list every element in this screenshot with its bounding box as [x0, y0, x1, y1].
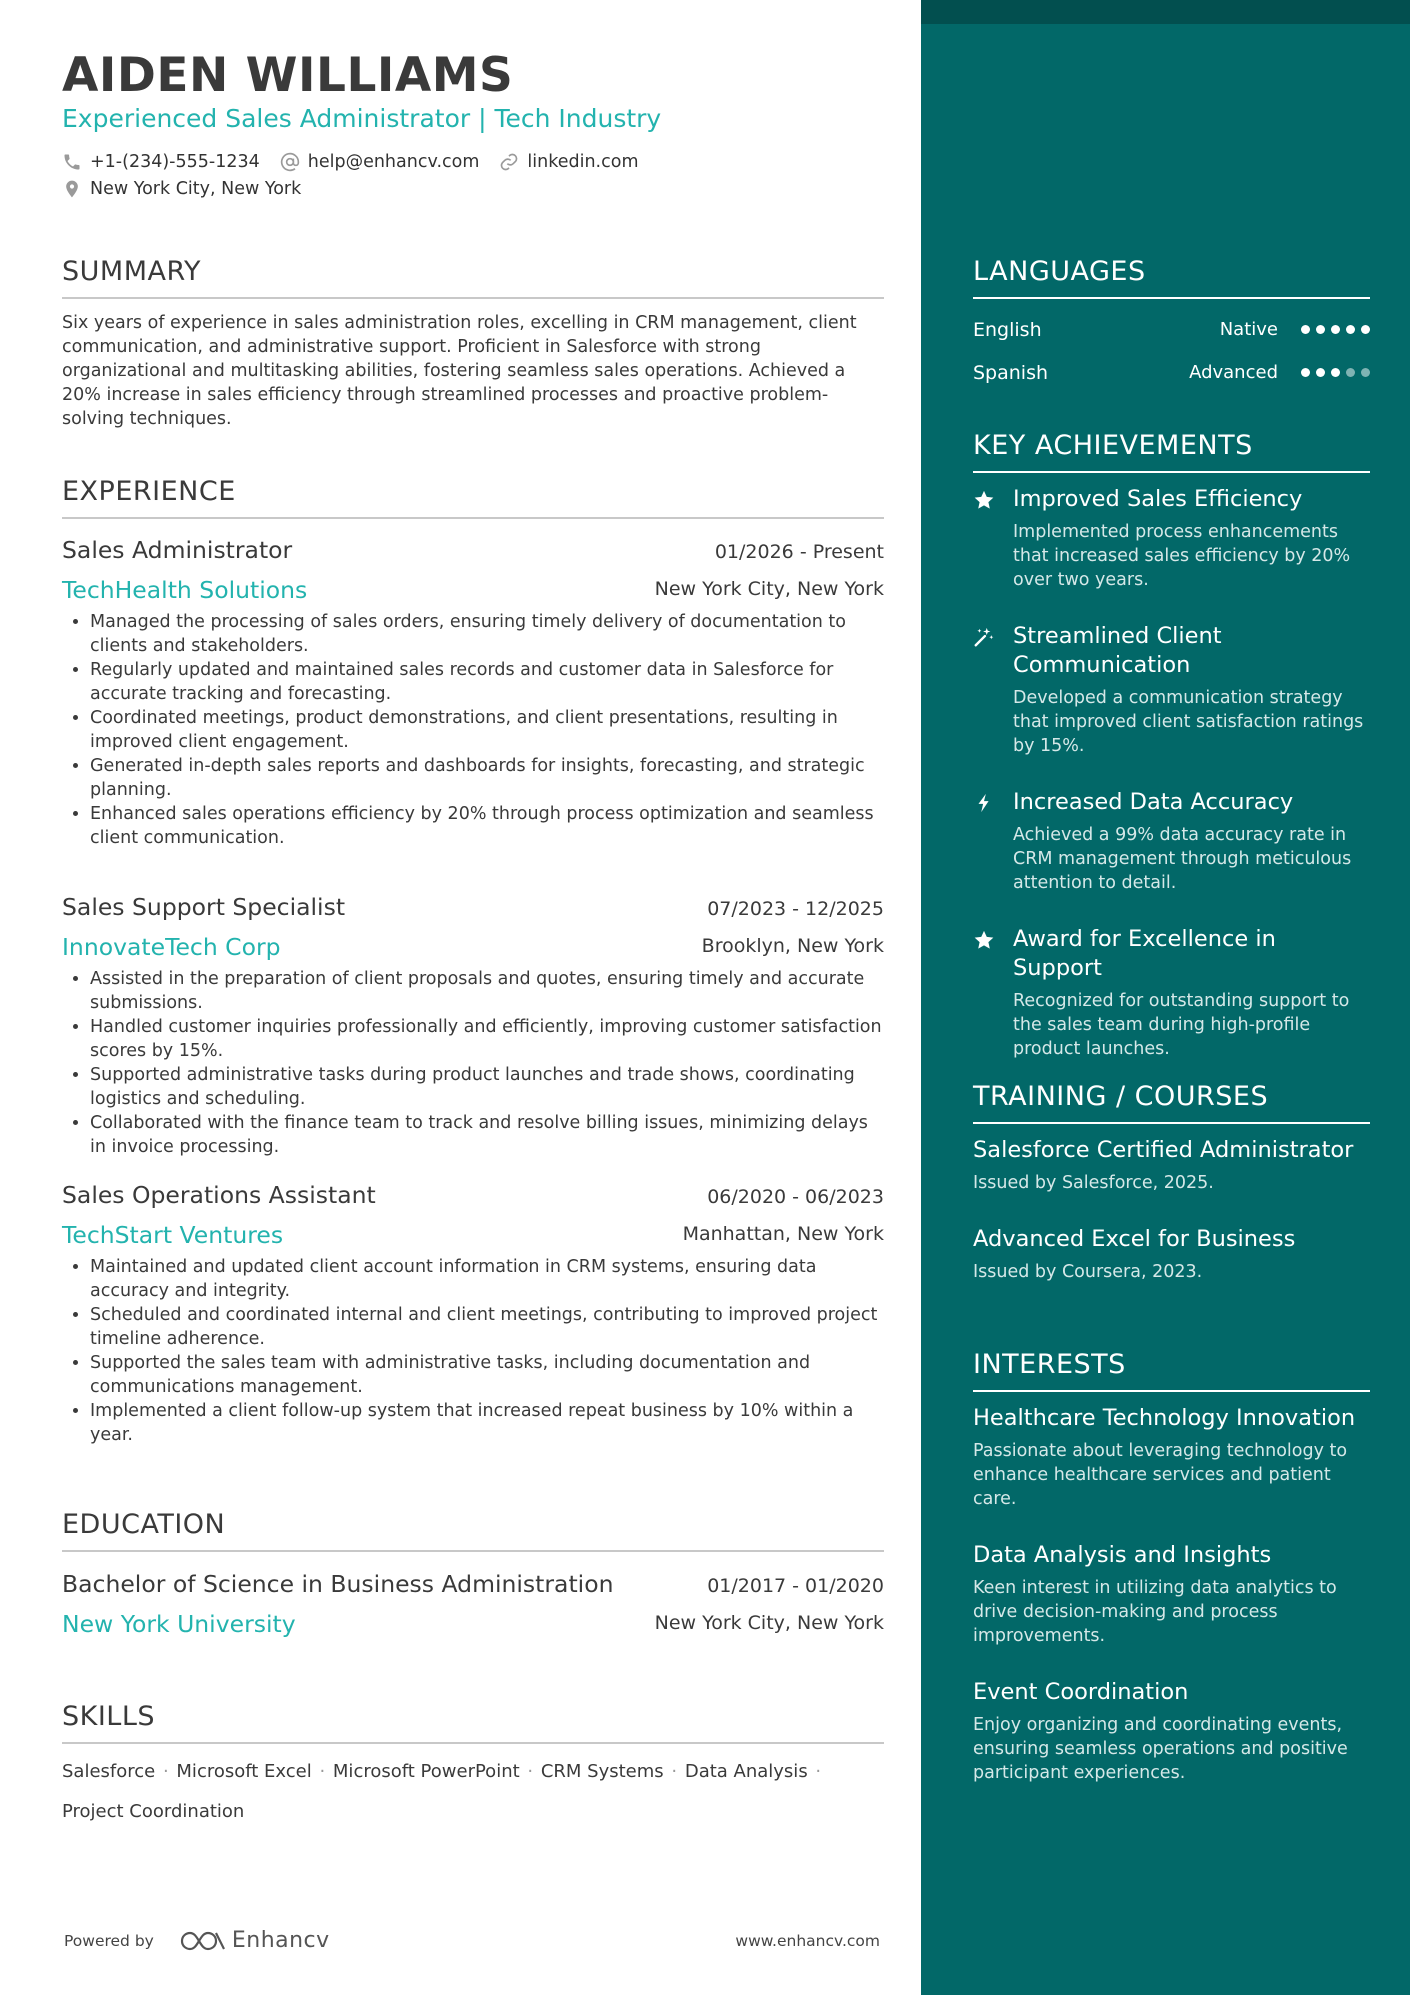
course-title: Advanced Excel for Business: [973, 1226, 1296, 1252]
job-title: Sales Support Specialist: [62, 893, 346, 921]
job-entry: [62, 893, 884, 1159]
footer-website[interactable]: www.enhancv.com: [735, 1931, 880, 1950]
interest-item: [973, 1678, 1370, 1785]
phone-text: +1-(234)-555-1234: [90, 152, 260, 172]
achievement-desc: Developed a communication strategy that improved client satisfaction ratings by 15%.: [1013, 688, 1364, 756]
enhancv-logo-text: Enhancv: [231, 1928, 330, 1953]
list-item: • Supported the sales team with administrative tasks, including documentation and communications management.: [90, 1351, 884, 1399]
achievement-item: [973, 925, 1370, 1061]
star-icon: [973, 489, 995, 511]
list-item: • Enhanced sales operations efficiency by 20% through process optimization and seamless client communication.: [90, 802, 884, 850]
skill-item: CRM Systems: [540, 1761, 664, 1782]
candidate-title: Experienced Sales Administrator | Tech Industry: [62, 104, 662, 133]
candidate-name: AIDEN WILLIAMS: [62, 48, 514, 103]
job-entry: [62, 536, 884, 850]
interest-desc: Passionate about leveraging technology to enhance healthcare services and patient care.: [973, 1441, 1348, 1509]
language-rating: [1295, 368, 1370, 377]
rating-dot: [1301, 325, 1310, 334]
education-dates: 01/2017 - 01/2020: [707, 1575, 884, 1597]
list-item: • Assisted in the preparation of client proposals and quotes, ensuring timely and accurate submissions.: [90, 967, 884, 1015]
sidebar-top-bar: [921, 0, 1410, 24]
language-name: English: [973, 318, 1042, 341]
degree-title: Bachelor of Science in Business Administration: [62, 1570, 614, 1598]
phone-icon: [62, 152, 82, 172]
location-text: New York City, New York: [90, 179, 302, 199]
rating-dot: [1361, 368, 1370, 377]
interests-section: [973, 1349, 1370, 1785]
powered-by: [64, 1928, 330, 1953]
job-company: TechStart Ventures: [62, 1221, 284, 1249]
rating-dot: [1331, 368, 1340, 377]
contact-email[interactable]: [280, 152, 480, 172]
summary-heading: SUMMARY: [62, 256, 884, 299]
magic-wand-icon: [973, 626, 995, 648]
experience-heading: EXPERIENCE: [62, 476, 884, 519]
school-name: New York University: [62, 1610, 296, 1638]
at-sign-icon: [280, 152, 300, 172]
skill-item: Data Analysis: [684, 1761, 808, 1782]
job-bullets: [62, 1255, 884, 1447]
summary-text: Six years of experience in sales administration roles, excelling in CRM management, client communication, and administrative support. Proficient in Salesforce with strong organizational and multitasking abilities, fostering seamless sales operations. Achieved a 20% increase in sales efficiency through streamlined processes and proactive problem-solving techniques.: [62, 313, 857, 429]
sidebar: [921, 0, 1410, 1995]
rating-dot: [1316, 368, 1325, 377]
skill-item: Microsoft PowerPoint: [332, 1761, 520, 1782]
interest-item: [973, 1404, 1370, 1511]
link-icon: [499, 152, 519, 172]
achievement-item: [973, 788, 1370, 895]
footer: [64, 1928, 880, 1953]
interest-desc: Keen interest in utilizing data analytics to drive decision-making and process improvements.: [973, 1578, 1337, 1646]
interest-title: Event Coordination: [973, 1679, 1189, 1705]
training-section: [973, 1081, 1370, 1284]
rating-dot: [1346, 368, 1355, 377]
education-section: [62, 1509, 884, 1552]
list-item: • Generated in-depth sales reports and dashboards for insights, forecasting, and strategic planning.: [90, 754, 884, 802]
achievements-section: [973, 430, 1370, 1061]
language-rating: [1295, 325, 1370, 334]
list-item: • Supported administrative tasks during product launches and trade shows, coordinating logistics and scheduling.: [90, 1063, 884, 1111]
languages-heading: LANGUAGES: [973, 256, 1370, 299]
achievement-title: Improved Sales Efficiency: [1013, 486, 1303, 512]
language-level: Advanced: [1189, 362, 1278, 383]
education-entry: [62, 1570, 884, 1638]
enhancv-logo[interactable]: [180, 1928, 330, 1953]
achievement-item: [973, 622, 1370, 758]
job-dates: 06/2020 - 06/2023: [707, 1186, 884, 1208]
course-item: [973, 1225, 1370, 1284]
job-location: Manhattan, New York: [682, 1223, 884, 1245]
rating-dot: [1346, 325, 1355, 334]
achievement-desc: Achieved a 99% data accuracy rate in CRM management through meticulous attention to detail.: [1013, 825, 1352, 893]
list-item: • Regularly updated and maintained sales records and customer data in Salesforce for accurate tracking and forecasting.: [90, 658, 884, 706]
contact-location: [62, 179, 301, 199]
interest-desc: Enjoy organizing and coordinating events, ensuring seamless operations and positive participant experiences.: [973, 1715, 1348, 1783]
contact-phone: [62, 152, 260, 172]
achievement-desc: Recognized for outstanding support to the sales team during high-profile product launches.: [1013, 991, 1350, 1059]
training-heading: TRAINING / COURSES: [973, 1081, 1370, 1124]
skills-list: Salesforce · Microsoft Excel · Microsoft PowerPoint · CRM Systems · Data Analysis · Project Coordination: [62, 1761, 822, 1822]
achievement-title: Streamlined Client Communication: [1013, 623, 1222, 678]
skill-item: Salesforce: [62, 1761, 156, 1782]
language-item: [973, 356, 1370, 389]
list-item: • Coordinated meetings, product demonstrations, and client presentations, resulting in improved client engagement.: [90, 706, 884, 754]
job-title: Sales Administrator: [62, 536, 293, 564]
list-item: • Managed the processing of sales orders, ensuring timely delivery of documentation to clients and stakeholders.: [90, 610, 884, 658]
list-item: • Implemented a client follow-up system that increased repeat business by 10% within a year.: [90, 1399, 884, 1447]
job-company: TechHealth Solutions: [62, 576, 308, 604]
rating-dot: [1361, 325, 1370, 334]
achievements-heading: KEY ACHIEVEMENTS: [973, 430, 1370, 473]
job-location: Brooklyn, New York: [701, 935, 884, 957]
interest-title: Data Analysis and Insights: [973, 1542, 1272, 1568]
achievement-desc: Implemented process enhancements that increased sales efficiency by 20% over two years.: [1013, 522, 1351, 590]
achievement-item: [973, 485, 1370, 592]
enhancv-logo-icon: [180, 1929, 226, 1953]
course-title: Salesforce Certified Administrator: [973, 1137, 1354, 1163]
job-bullets: [62, 967, 884, 1159]
job-bullets: [62, 610, 884, 850]
star-icon: [973, 929, 995, 951]
languages-section: [973, 256, 1370, 389]
job-company: InnovateTech Corp: [62, 933, 281, 961]
interest-item: [973, 1541, 1370, 1648]
course-desc: Issued by Coursera, 2023.: [973, 1262, 1203, 1282]
job-location: New York City, New York: [654, 578, 884, 600]
list-item: • Scheduled and coordinated internal and client meetings, contributing to improved project timeline adherence.: [90, 1303, 884, 1351]
list-item: • Maintained and updated client account information in CRM systems, ensuring data accuracy and integrity.: [90, 1255, 884, 1303]
skill-item: Microsoft Excel: [176, 1761, 312, 1782]
job-entry: [62, 1181, 884, 1447]
rating-dot: [1301, 368, 1310, 377]
email-text: help@enhancv.com: [307, 152, 480, 172]
rating-dot: [1316, 325, 1325, 334]
job-title: Sales Operations Assistant: [62, 1181, 376, 1209]
course-desc: Issued by Salesforce, 2025.: [973, 1173, 1214, 1193]
language-item: [973, 313, 1370, 346]
location-pin-icon: [62, 179, 82, 199]
skill-item: Project Coordination: [62, 1801, 245, 1822]
powered-by-label: Powered by: [64, 1931, 154, 1950]
job-dates: 07/2023 - 12/2025: [707, 898, 884, 920]
rating-dot: [1331, 325, 1340, 334]
interest-title: Healthcare Technology Innovation: [973, 1405, 1356, 1431]
job-dates: 01/2026 - Present: [714, 541, 884, 563]
skills-section: [62, 1701, 884, 1832]
interests-heading: INTERESTS: [973, 1349, 1370, 1392]
school-location: New York City, New York: [654, 1612, 884, 1634]
education-heading: EDUCATION: [62, 1509, 884, 1552]
experience-section: [62, 476, 884, 519]
course-item: [973, 1136, 1370, 1195]
achievement-title: Award for Excellence in Support: [1013, 926, 1276, 981]
achievement-title: Increased Data Accuracy: [1013, 789, 1294, 815]
lightning-icon: [973, 792, 995, 814]
language-name: Spanish: [973, 361, 1049, 384]
language-level: Native: [1219, 319, 1278, 340]
list-item: • Collaborated with the finance team to track and resolve billing issues, minimizing delays in invoice processing.: [90, 1111, 884, 1159]
summary-section: [62, 256, 884, 431]
linkedin-text: linkedin.com: [527, 152, 639, 172]
contact-linkedin[interactable]: [499, 152, 638, 172]
contact-location-row: [62, 179, 321, 199]
list-item: • Handled customer inquiries professionally and efficiently, improving customer satisfaction scores by 15%.: [90, 1015, 884, 1063]
skills-heading: SKILLS: [62, 1701, 884, 1744]
contact-row: [62, 152, 659, 172]
